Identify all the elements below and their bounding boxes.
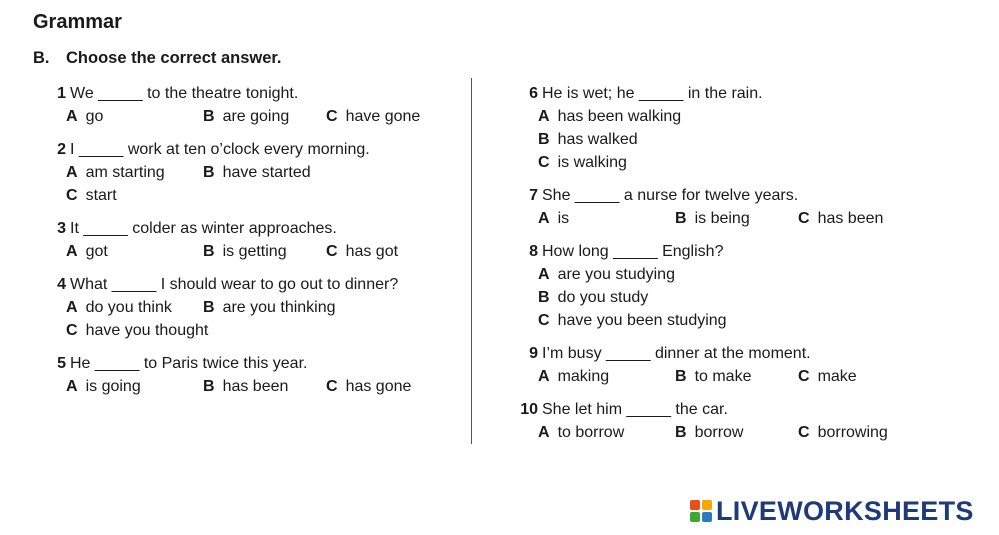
logo-square-icon [702, 512, 712, 522]
left-column [34, 82, 421, 408]
option-a[interactable]: A is [538, 210, 570, 227]
option-c[interactable]: C make [798, 368, 857, 385]
option-c[interactable]: C is walking [538, 154, 627, 171]
section-letter: B. [33, 49, 50, 67]
option-b[interactable]: B are going [203, 108, 290, 125]
logo-square-icon [690, 500, 700, 510]
section-instruction: Choose the correct answer. [66, 49, 282, 67]
question-number: 6 [529, 85, 538, 102]
option-c[interactable]: C have you been studying [538, 312, 727, 329]
option-a[interactable]: A to borrow [538, 424, 625, 441]
option-b[interactable]: B do you study [538, 289, 649, 306]
logo-text: LIVEWORKSHEETS [716, 495, 974, 526]
question-5 [34, 352, 412, 398]
question-2 [34, 138, 398, 207]
liveworksheets-logo [690, 496, 974, 526]
page-title: Grammar [33, 11, 122, 33]
option-b[interactable]: B has walked [538, 131, 638, 148]
question-7 [500, 184, 884, 230]
option-a[interactable]: A got [66, 243, 108, 260]
option-b[interactable]: B borrow [675, 424, 744, 441]
question-text: She _____ a nurse for twelve years. [542, 187, 799, 204]
question-text: How long _____ English? [542, 243, 724, 260]
option-a[interactable]: A has been walking [538, 108, 682, 125]
option-a[interactable]: A am starting [66, 164, 165, 181]
question-9 [500, 342, 857, 388]
option-b[interactable]: B is getting [203, 243, 287, 260]
question-number: 4 [57, 276, 66, 293]
option-b[interactable]: B is being [675, 210, 750, 227]
question-text: She let him _____ the car. [542, 401, 728, 418]
question-4 [34, 273, 398, 342]
question-number: 9 [529, 345, 538, 362]
option-c[interactable]: C borrowing [798, 424, 888, 441]
option-b[interactable]: B has been [203, 378, 289, 395]
option-a[interactable]: A are you studying [538, 266, 675, 283]
option-c[interactable]: C start [66, 187, 117, 204]
question-text: He is wet; he _____ in the rain. [542, 85, 763, 102]
option-c[interactable]: C has got [326, 243, 399, 260]
question-number: 2 [57, 141, 66, 158]
question-text: What _____ I should wear to go out to dinner? [70, 276, 399, 293]
question-number: 5 [57, 355, 66, 372]
option-b[interactable]: B have started [203, 164, 311, 181]
option-b[interactable]: B are you thinking [203, 299, 336, 316]
option-b[interactable]: B to make [675, 368, 752, 385]
question-number: 7 [529, 187, 538, 204]
option-c[interactable]: C has been [798, 210, 884, 227]
option-c[interactable]: C have you thought [66, 322, 209, 339]
question-number: 3 [57, 220, 66, 237]
question-number: 10 [520, 401, 538, 418]
option-a[interactable]: A is going [66, 378, 141, 395]
question-text: We _____ to the theatre tonight. [70, 85, 299, 102]
option-a[interactable]: A do you think [66, 299, 172, 316]
option-c[interactable]: C has gone [326, 378, 412, 395]
question-number: 8 [529, 243, 538, 260]
right-column [500, 82, 888, 454]
logo-square-icon [690, 512, 700, 522]
column-divider [471, 78, 472, 444]
question-number: 1 [57, 85, 66, 102]
question-text: It _____ colder as winter approaches. [70, 220, 337, 237]
question-text: I’m busy _____ dinner at the moment. [542, 345, 811, 362]
question-1 [34, 82, 421, 128]
question-text: He _____ to Paris twice this year. [70, 355, 308, 372]
logo-mark-icon [690, 500, 712, 522]
logo-square-icon [702, 500, 712, 510]
option-c[interactable]: C have gone [326, 108, 421, 125]
section-heading [33, 49, 282, 68]
option-a[interactable]: A go [66, 108, 104, 125]
question-3 [34, 217, 398, 263]
question-text: I _____ work at ten o’clock every morning. [70, 141, 370, 158]
option-a[interactable]: A making [538, 368, 610, 385]
question-10 [500, 398, 888, 444]
question-8 [500, 240, 811, 332]
question-6 [500, 82, 811, 174]
